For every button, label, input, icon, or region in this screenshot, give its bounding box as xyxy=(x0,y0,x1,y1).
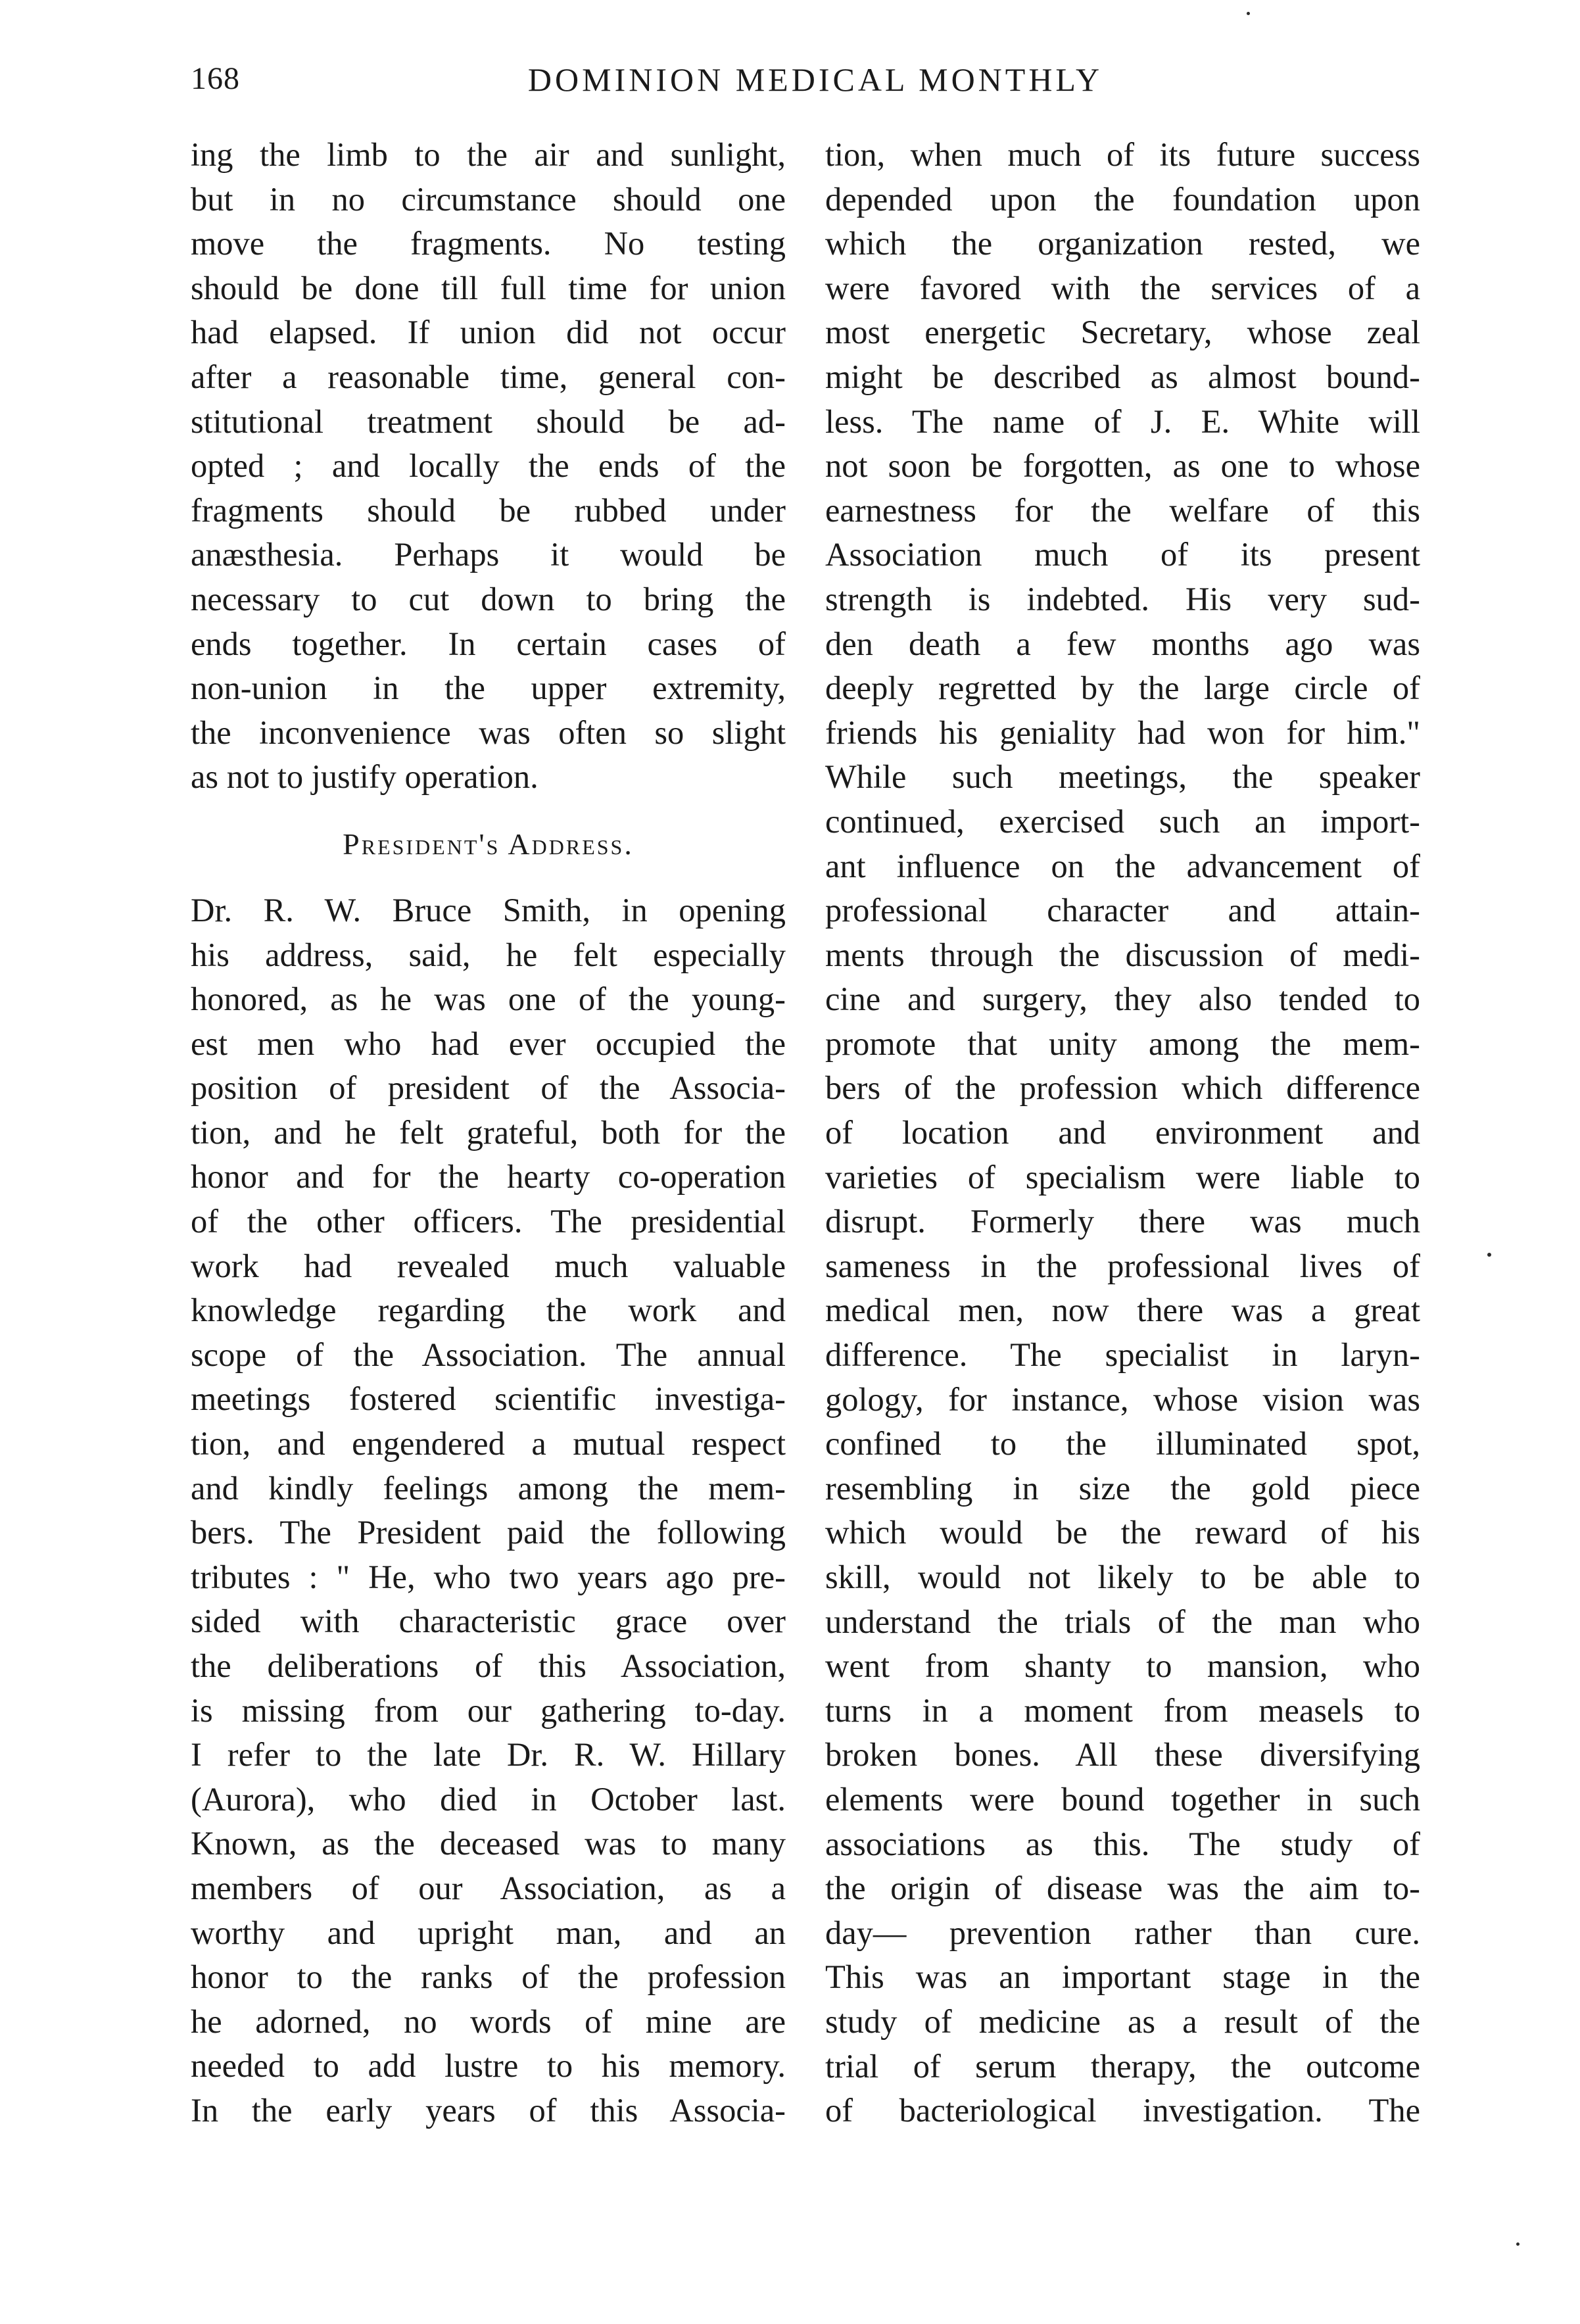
text-line: study of medicine as a result of the xyxy=(825,2002,1420,2040)
text-line: needed to add lustre to his memory. xyxy=(191,2047,786,2085)
text-line: honor to the ranks of the profession xyxy=(191,1958,786,1996)
text-line: difference. The specialist in laryn- xyxy=(825,1336,1420,1374)
text-line: continued, exercised such an import- xyxy=(825,802,1420,840)
text-line: deeply regretted by the large circle of xyxy=(825,669,1420,707)
text-line: broken bones. All these diversifying xyxy=(825,1736,1420,1774)
text-line: ant influence on the advancement of xyxy=(825,847,1420,884)
right-column xyxy=(825,133,1420,2133)
text-line: meetings fostered scientific investiga- xyxy=(191,1380,786,1418)
scan-speck xyxy=(1487,1253,1491,1257)
text-line: he adorned, no words of mine are xyxy=(191,2002,786,2040)
text-line: turns in a moment from measels to xyxy=(825,1691,1420,1729)
text-line: professional character and attain- xyxy=(825,892,1420,929)
text-line: but in no circumstance should one xyxy=(191,180,786,218)
text-line: most energetic Secretary, whose zeal xyxy=(825,314,1420,351)
text-line: of the other officers. The presidential xyxy=(191,1203,786,1240)
running-title: DOMINION MEDICAL MONTHLY xyxy=(527,61,1103,98)
text-line: went from shanty to mansion, who xyxy=(825,1647,1420,1685)
section-heading-presidents-address: President's Address. xyxy=(343,827,634,861)
text-line: of location and environment and xyxy=(825,1114,1420,1151)
text-line: honor and for the hearty co-operation xyxy=(191,1158,786,1196)
page-number: 168 xyxy=(191,61,240,96)
text-line: understand the trials of the man who xyxy=(825,1603,1420,1640)
text-line: varieties of specialism were liable to xyxy=(825,1158,1420,1196)
text-line: day— prevention rather than cure. xyxy=(825,1914,1420,1951)
text-line: the origin of disease was the aim to- xyxy=(825,1870,1420,1907)
text-line: den death a few months ago was xyxy=(825,625,1420,662)
text-line: depended upon the foundation upon xyxy=(825,180,1420,218)
left-paragraph-presidents-address xyxy=(191,888,786,2133)
text-line: gology, for instance, whose vision was xyxy=(825,1380,1420,1418)
text-line: the inconvenience was often so slight xyxy=(191,714,786,751)
text-line: In the early years of this Associa- xyxy=(191,2091,786,2129)
text-line: of bacteriological investigation. The xyxy=(825,2092,1420,2129)
text-line: honored, as he was one of the young- xyxy=(191,980,786,1018)
text-line: confined to the illuminated spot, xyxy=(825,1425,1420,1463)
text-line: sided with characteristic grace over xyxy=(191,1603,786,1640)
text-line: While such meetings, the speaker xyxy=(825,758,1420,796)
text-line: Association much of its present xyxy=(825,536,1420,573)
text-line: knowledge regarding the work and xyxy=(191,1292,786,1329)
text-line: medical men, now there was a great xyxy=(825,1292,1420,1329)
text-line: which the organization rested, we xyxy=(825,225,1420,262)
text-line: had elapsed. If union did not occur xyxy=(191,314,786,351)
text-line: sameness in the professional lives of xyxy=(825,1247,1420,1284)
text-line: bers. The President paid the following xyxy=(191,1514,786,1551)
text-line: members of our Association, as a xyxy=(191,1869,786,1906)
text-line: elements were bound together in such xyxy=(825,1780,1420,1818)
text-line: trial of serum therapy, the outcome xyxy=(825,2047,1420,2085)
text-line: (Aurora), who died in October last. xyxy=(191,1780,786,1818)
text-line: which would be the reward of his xyxy=(825,1514,1420,1551)
text-line: should be done till full time for union xyxy=(191,269,786,306)
text-line: cine and surgery, they also tended to xyxy=(825,980,1420,1018)
text-line: not soon be forgotten, as one to whose xyxy=(825,447,1420,485)
right-paragraph-address-continued xyxy=(825,133,1420,2133)
text-line: after a reasonable time, general con- xyxy=(191,358,786,395)
text-line: friends his geniality had won for him." xyxy=(825,714,1420,751)
text-line: fragments should be rubbed under xyxy=(191,491,786,529)
text-line: strength is indebted. His very sud- xyxy=(825,580,1420,617)
text-line: est men who had ever occupied the xyxy=(191,1025,786,1062)
text-line: Known, as the deceased was to many xyxy=(191,1825,786,1862)
page-header xyxy=(191,61,1440,113)
text-line: skill, would not likely to be able to xyxy=(825,1559,1420,1595)
scan-speck xyxy=(1516,2242,1520,2246)
text-line: as not to justify operation. xyxy=(191,758,539,796)
text-line: scope of the Association. The annual xyxy=(191,1336,786,1373)
text-line: tion, when much of its future success xyxy=(825,136,1420,173)
text-line: were favored with the services of a xyxy=(825,269,1420,306)
text-line: disrupt. Formerly there was much xyxy=(825,1203,1420,1240)
text-line: less. The name of J. E. White will xyxy=(825,402,1420,440)
text-line: ends together. In certain cases of xyxy=(191,625,786,662)
text-line: work had revealed much valuable xyxy=(191,1247,786,1284)
text-line: stitutional treatment should be ad- xyxy=(191,402,786,440)
text-line: his address, said, he felt especially xyxy=(191,936,786,973)
left-column xyxy=(191,133,786,2133)
text-line: is missing from our gathering to-day. xyxy=(191,1691,786,1729)
text-line: associations as this. The study of xyxy=(825,1825,1420,1862)
text-line: and kindly feelings among the mem- xyxy=(191,1469,786,1507)
text-line: worthy and upright man, and an xyxy=(191,1914,786,1951)
text-line: resembling in size the gold piece xyxy=(825,1469,1420,1507)
text-line: I refer to the late Dr. R. W. Hillary xyxy=(191,1736,786,1774)
text-line: move the fragments. No testing xyxy=(191,225,786,262)
text-line: might be described as almost bound- xyxy=(825,358,1420,395)
text-line: tion, and engendered a mutual respect xyxy=(191,1425,786,1463)
text-line: Dr. R. W. Bruce Smith, in opening xyxy=(191,891,786,929)
text-line: tributes : " He, who two years ago pre- xyxy=(191,1558,786,1595)
text-line: This was an important stage in the xyxy=(825,1958,1420,1996)
text-line: necessary to cut down to bring the xyxy=(191,580,786,617)
left-paragraph-fracture-treatment xyxy=(191,133,786,800)
text-line: anæsthesia. Perhaps it would be xyxy=(191,536,786,573)
text-line: bers of the profession which difference xyxy=(825,1069,1420,1107)
text-line: promote that unity among the mem- xyxy=(825,1025,1420,1062)
text-line: opted ; and locally the ends of the xyxy=(191,447,786,485)
text-line: ments through the discussion of medi- xyxy=(825,936,1420,973)
text-line: ing the limb to the air and sunlight, xyxy=(191,136,786,173)
text-line: tion, and he felt grateful, both for the xyxy=(191,1113,786,1151)
text-line: earnestness for the welfare of this xyxy=(825,491,1420,529)
text-line: position of president of the Associa- xyxy=(191,1069,786,1107)
text-line: non-union in the upper extremity, xyxy=(191,669,786,707)
text-line: the deliberations of this Association, xyxy=(191,1647,786,1684)
scan-speck xyxy=(1247,12,1250,15)
